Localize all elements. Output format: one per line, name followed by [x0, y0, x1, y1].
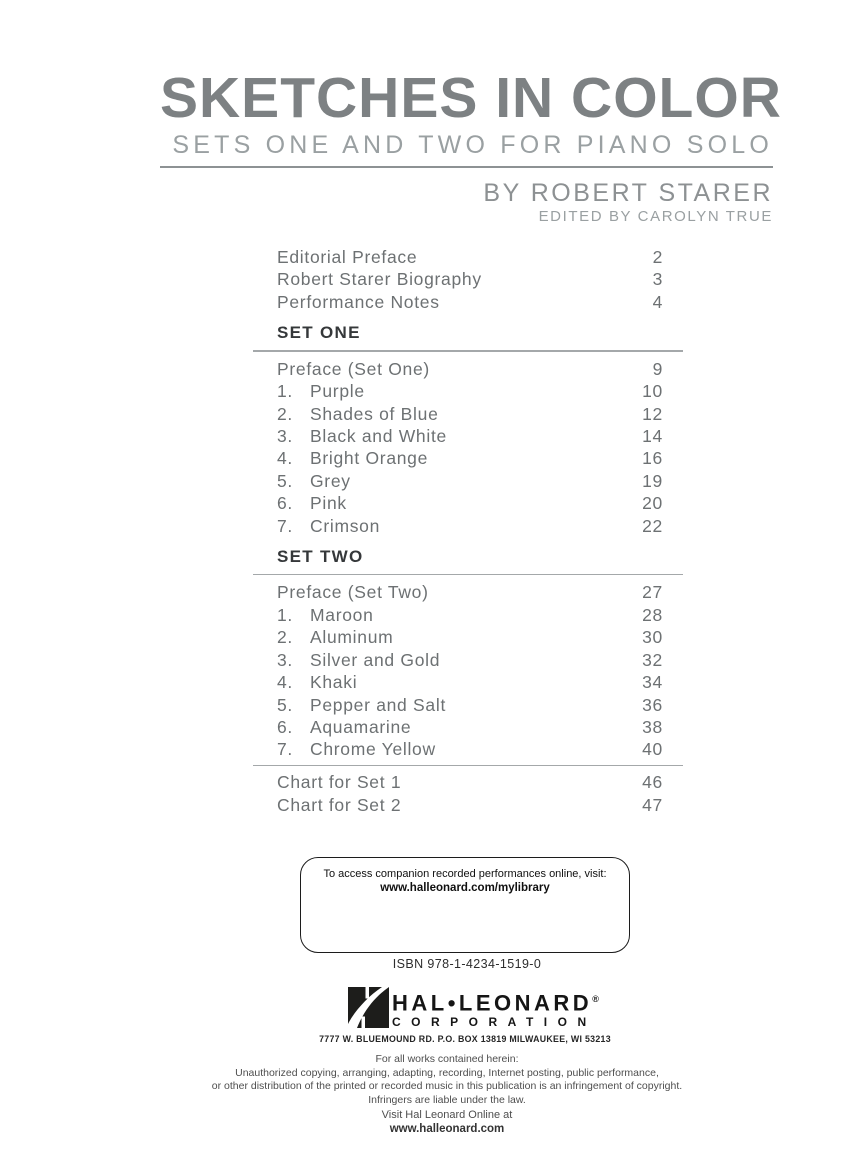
title-rule: [160, 166, 773, 168]
toc-entry-label: Maroon: [310, 604, 374, 625]
toc-entry-page: 32: [642, 649, 663, 670]
toc-entry-page: 3: [652, 269, 663, 290]
toc-entry-label: Grey: [310, 470, 351, 491]
toc-rule: [253, 574, 683, 576]
toc-row: [253, 268, 683, 290]
toc-entry-number: 1.: [277, 381, 293, 402]
toc-entry-page: 19: [642, 470, 663, 491]
toc-row: [253, 358, 683, 380]
toc-entry-label: Editorial Preface: [277, 247, 418, 267]
toc-row: [253, 447, 683, 469]
publisher-name: HAL•LEONARD®: [392, 990, 599, 1016]
page-subtitle: SETS ONE AND TWO FOR PIANO SOLO: [172, 131, 773, 159]
toc-entry-label: Chart for Set 1: [277, 772, 402, 793]
online-access-note: To access companion recorded performances online, visit:: [323, 868, 607, 880]
toc-entry-number: 2.: [277, 627, 293, 648]
publisher-address: 7777 W. BLUEMOUND RD. P.O. BOX 13819 MILWAUKEE, WI 53213: [319, 1034, 611, 1044]
toc-entry-page: 27: [642, 582, 663, 603]
toc-entry-label: Shades of Blue: [310, 403, 439, 424]
toc-row: [253, 738, 683, 760]
toc-row: [253, 794, 683, 816]
toc-entry-page: 14: [642, 425, 663, 446]
toc-row: [253, 671, 683, 693]
toc-row: [253, 492, 683, 514]
toc-entry-number: 4.: [277, 672, 293, 693]
publisher-corporation: CORPORATION: [392, 1015, 597, 1030]
toc-entry-page: 28: [642, 604, 663, 625]
set-two-heading: SET TWO: [277, 546, 364, 566]
copyright-line: Infringers are liable under the law.: [368, 1093, 526, 1106]
copyright-notice: [47, 1053, 847, 1107]
toc-entry-page: 22: [642, 515, 663, 536]
toc-entry-number: 1.: [277, 604, 293, 625]
toc-entry-label: Aquamarine: [310, 716, 412, 737]
copyright-line: Unauthorized copying, arranging, adapting, recording, Internet posting, public performance,: [235, 1066, 659, 1079]
toc-entry-number: 6.: [277, 493, 293, 514]
toc-row: [253, 515, 683, 537]
toc-row: [253, 425, 683, 447]
copyright-line: or other distribution of the printed or recorded music in this publication is an infringement of copyright.: [211, 1080, 683, 1092]
toc-row: [253, 694, 683, 716]
toc-entry-number: 7.: [277, 739, 293, 760]
toc-entry-label: Robert Starer Biography: [277, 269, 482, 290]
visit-note: Visit Hal Leonard Online at: [381, 1109, 513, 1121]
toc-row: [253, 246, 683, 268]
toc-entry-number: 7.: [277, 515, 293, 536]
toc-entry-page: 40: [642, 739, 663, 760]
header: [160, 66, 782, 226]
toc-entry-label: Silver and Gold: [310, 649, 441, 670]
toc-entry-page: 10: [642, 381, 663, 402]
toc-entry-label: Chart for Set 2: [277, 794, 402, 815]
toc-entry-page: 46: [642, 772, 663, 793]
toc-entry-page: 16: [642, 448, 663, 469]
toc-entry-page: 4: [652, 291, 663, 312]
toc-entry-label: Preface (Set One): [277, 358, 430, 379]
toc-entry-label: Pepper and Salt: [310, 694, 447, 715]
toc-rule: [253, 350, 683, 352]
footer: [47, 1108, 847, 1136]
toc-entry-label: Performance Notes: [277, 291, 440, 312]
hal-leonard-logo-icon: [348, 987, 389, 1028]
toc-entry-page: 30: [642, 627, 663, 648]
toc-entry-number: 2.: [277, 403, 293, 424]
toc-entry-number: 3.: [277, 425, 293, 446]
byline: BY ROBERT STARER: [483, 179, 773, 207]
toc-row: [253, 649, 683, 671]
toc-row: [253, 291, 683, 313]
toc-entry-label: Aluminum: [310, 627, 394, 648]
page-title: SKETCHES IN COLOR: [160, 66, 782, 130]
toc-entry-label: Bright Orange: [310, 448, 429, 469]
toc-row: [253, 380, 683, 402]
toc-row: [253, 581, 683, 603]
table-of-contents: [253, 246, 683, 816]
toc-entry-page: 20: [642, 493, 663, 514]
toc-entry-label: Khaki: [310, 672, 358, 693]
toc-entry-label: Preface (Set Two): [277, 582, 429, 603]
registered-mark: ®: [592, 994, 599, 1004]
copyright-line: For all works contained herein:: [375, 1053, 519, 1065]
publisher-logo: [348, 987, 599, 1029]
toc-entry-number: 5.: [277, 470, 293, 491]
online-access-url: www.halleonard.com/mylibrary: [380, 882, 550, 894]
toc-rule: [253, 765, 683, 767]
toc-row: [253, 604, 683, 626]
toc-entry-label: Black and White: [310, 425, 447, 446]
set-one-heading: SET ONE: [277, 323, 361, 343]
toc-row: [253, 716, 683, 738]
toc-row: [253, 470, 683, 492]
website-url: www.halleonard.com: [389, 1123, 505, 1135]
toc-entry-number: 6.: [277, 716, 293, 737]
toc-entry-number: 3.: [277, 649, 293, 670]
toc-entry-label: Crimson: [310, 515, 381, 536]
toc-entry-page: 12: [642, 403, 663, 424]
isbn-text: ISBN 978-1-4234-1519-0: [392, 957, 542, 971]
toc-entry-label: Chrome Yellow: [310, 739, 436, 760]
toc-entry-page: 38: [642, 716, 663, 737]
toc-entry-page: 47: [642, 794, 663, 815]
edited-by: EDITED BY CAROLYN TRUE: [538, 208, 773, 225]
online-access-box: [300, 857, 630, 953]
toc-entry-label: Pink: [310, 493, 347, 514]
publisher-wordmark: [392, 988, 599, 1029]
toc-entry-page: 34: [642, 672, 663, 693]
toc-row: [253, 626, 683, 648]
toc-entry-number: 4.: [277, 448, 293, 469]
toc-entry-number: 5.: [277, 694, 293, 715]
toc-entry-page: 9: [652, 358, 663, 379]
toc-row: [253, 771, 683, 793]
toc-entry-page: 2: [652, 247, 663, 267]
toc-entry-label: Purple: [310, 381, 365, 402]
toc-entry-page: 36: [642, 694, 663, 715]
toc-row: [253, 403, 683, 425]
